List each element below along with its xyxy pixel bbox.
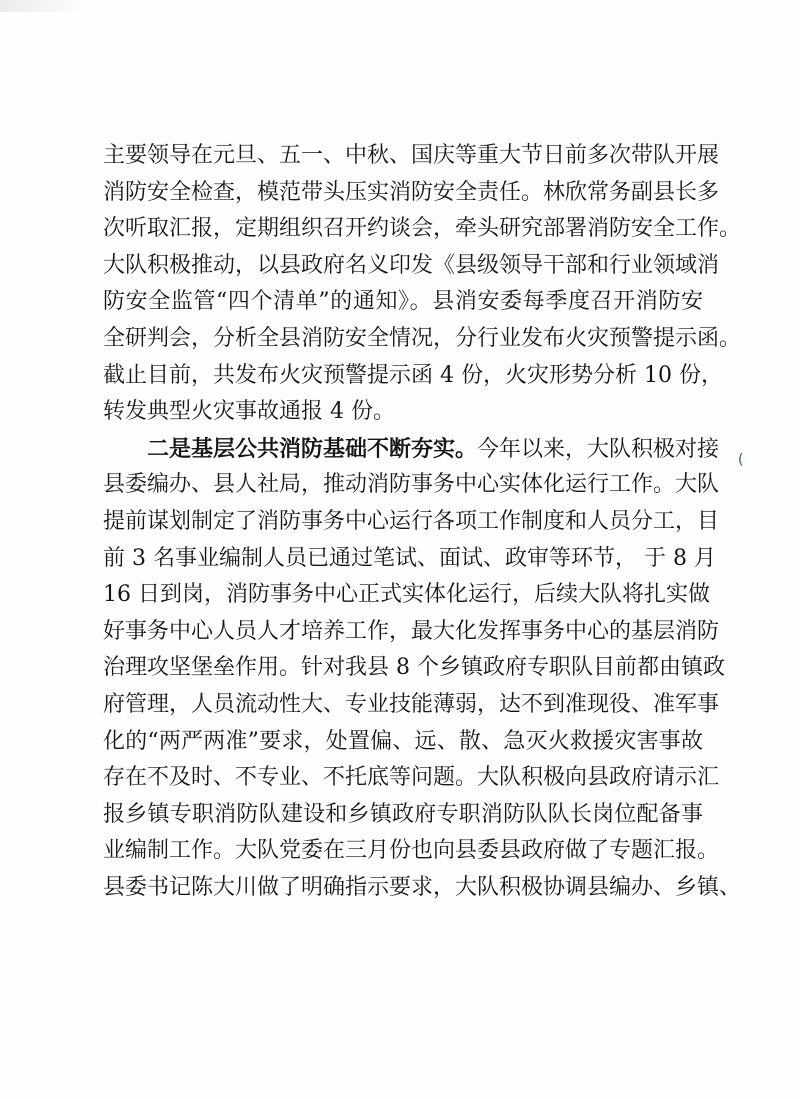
paragraph-lead-line [103, 431, 720, 468]
text-line: 转发典型火灾事故通报 4 份。 [103, 399, 395, 425]
text-line: 化的“两严两准”要求，处置偏、远、散、急灭火救援灾害事故 [103, 728, 703, 754]
margin-mark: ( [738, 452, 744, 468]
text-line: 好事务中心人员人才培养工作，最大化发挥事务中心的基层消防 [103, 618, 720, 644]
text-line: 府管理，人员流动性大、专业技能薄弱，达不到准现役、准军事 [103, 691, 720, 717]
paragraph-2 [103, 431, 742, 907]
text-line: 治理攻坚堡垒作用。针对我县 8 个乡镇政府专职队目前都由镇政 [103, 655, 725, 681]
text-line: 报乡镇专职消防队建设和乡镇政府专职消防队队长岗位配备事 [103, 801, 703, 827]
text-line: 业编制工作。大队党委在三月份也向县委县政府做了专题汇报。 [103, 838, 720, 864]
text-line: 防安全监管“四个清单”的通知》。县消安委每季度召开消防安 [103, 289, 703, 315]
text-line: 全研判会，分析全县消防安全情况，分行业发布火灾预警提示函。 [103, 325, 742, 351]
lead-text: 今年以来，大队积极对接 [477, 436, 720, 462]
text-line: 消防安全检查，模范带头压实消防安全责任。林欣常务副县长多 [103, 179, 720, 205]
text-line: 县委书记陈大川做了明确指示要求，大队积极协调县编办、乡镇、 [103, 874, 742, 900]
section-heading: 二是基层公共消防基础不断夯实。 [147, 435, 478, 462]
text-line: 县委编办、县人社局，推动消防事务中心实体化运行工作。大队 [103, 472, 720, 498]
text-line: 前 3 名事业编制人员已通过笔试、面试、政审等环节， 于 8 月 [103, 545, 716, 571]
text-line: 截止目前，共发布火灾预警提示函 4 份，火灾形势分析 10 份， [103, 362, 723, 388]
document-body [103, 138, 742, 906]
text-line: 提前谋划制定了消防事务中心运行各项工作制度和人员分工，目 [103, 508, 720, 534]
text-line: 次听取汇报，定期组织召开约谈会，牵头研究部署消防安全工作。 [103, 216, 742, 242]
text-line: 大队积极推动，以县政府名义印发《县级领导干部和行业领域消 [103, 252, 720, 278]
paragraph-1 [103, 138, 742, 431]
scan-shadow [0, 0, 90, 12]
text-line: 主要领导在元旦、五一、中秋、国庆等重大节日前多次带队开展 [103, 143, 720, 168]
text-line: 存在不及时、不专业、不托底等问题。大队积极向县政府请示汇 [103, 765, 720, 791]
text-line: 16 日到岗，消防事务中心正式实体化运行，后续大队将扎实做 [103, 582, 710, 608]
